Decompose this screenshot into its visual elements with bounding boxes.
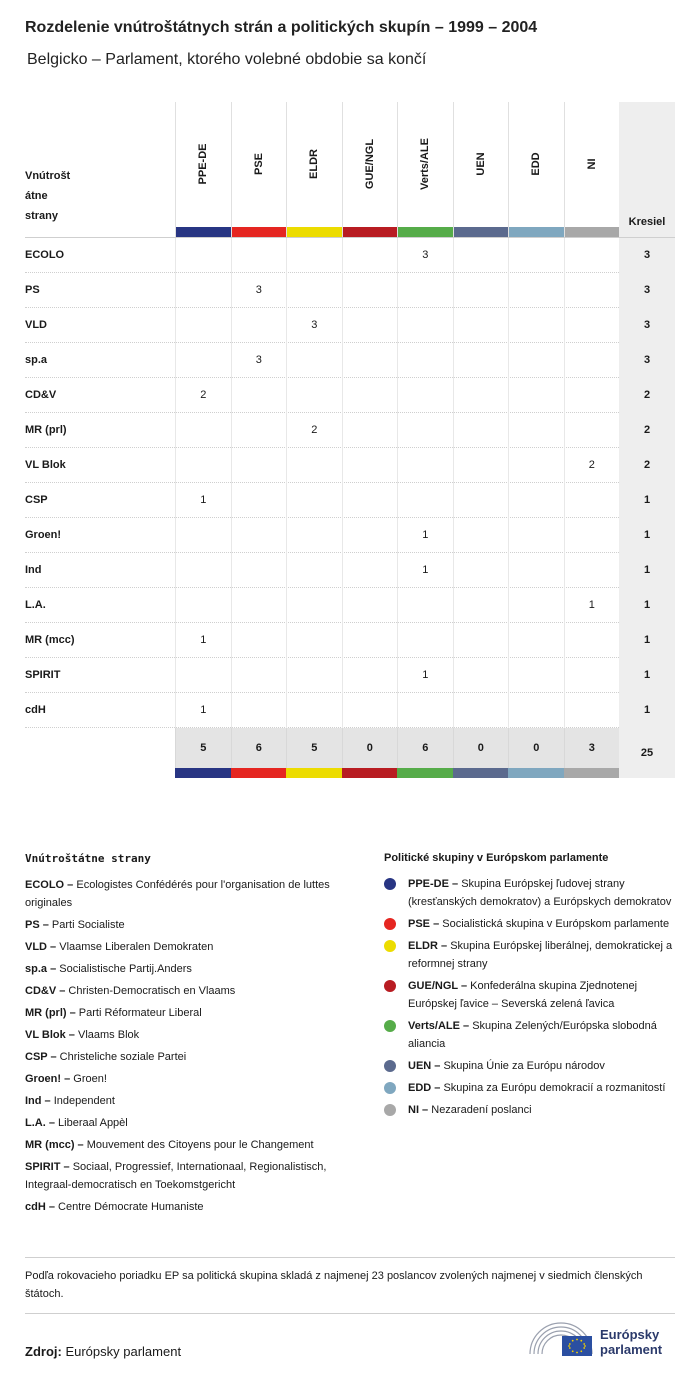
seat-cell bbox=[397, 273, 453, 308]
group-full-name: Skupina Európskej liberálnej, demokratickej a reformnej strany bbox=[408, 940, 673, 970]
row-header-line: Vnútrošt bbox=[25, 170, 71, 182]
group-abbr: Verts/ALE – bbox=[408, 1020, 470, 1032]
seat-cell bbox=[286, 378, 342, 413]
seat-cell: 1 bbox=[175, 483, 231, 518]
seat-cell: 2 bbox=[175, 378, 231, 413]
table-body bbox=[25, 237, 675, 728]
party-legend-item bbox=[25, 938, 360, 956]
party-legend-item bbox=[25, 1158, 360, 1194]
table-row bbox=[25, 693, 675, 728]
seat-cell bbox=[453, 308, 509, 343]
seat-cell bbox=[453, 378, 509, 413]
seat-cell bbox=[342, 448, 398, 483]
total-column-header bbox=[619, 102, 675, 237]
party-legend-item bbox=[25, 876, 360, 912]
seat-cell: 3 bbox=[397, 238, 453, 273]
grand-total: 25 bbox=[619, 728, 675, 778]
row-total: 3 bbox=[619, 343, 675, 378]
table-row bbox=[25, 238, 675, 273]
table-header bbox=[25, 102, 675, 237]
seat-cell bbox=[564, 273, 620, 308]
party-full-name: Centre Démocrate Humaniste bbox=[58, 1201, 204, 1213]
party-full-name: Sociaal, Progressief, Internationaal, Regionalistisch, Integraal-democratisch en Toekomstgericht bbox=[25, 1161, 327, 1191]
seat-cell bbox=[397, 483, 453, 518]
seat-cell bbox=[231, 693, 287, 728]
seat-cell: 3 bbox=[286, 308, 342, 343]
seat-cell bbox=[564, 343, 620, 378]
row-total: 2 bbox=[619, 448, 675, 483]
group-legend-item bbox=[384, 937, 675, 973]
row-total: 2 bbox=[619, 378, 675, 413]
seat-cell bbox=[286, 693, 342, 728]
seat-cell bbox=[286, 588, 342, 623]
seat-cell bbox=[508, 413, 564, 448]
group-color-bar bbox=[509, 227, 564, 237]
party-name: sp.a bbox=[25, 354, 48, 366]
party-legend-item bbox=[25, 1198, 360, 1216]
group-color-dot bbox=[384, 1104, 396, 1116]
seat-cell bbox=[342, 518, 398, 553]
group-column-header bbox=[286, 102, 342, 237]
table-row bbox=[25, 413, 675, 448]
ep-logo bbox=[528, 1320, 675, 1358]
seat-cell bbox=[342, 378, 398, 413]
party-legend-item bbox=[25, 1070, 360, 1088]
seat-cell bbox=[397, 343, 453, 378]
party-name: Ind bbox=[25, 564, 42, 576]
party-name: PS bbox=[25, 284, 40, 296]
party-name: L.A. bbox=[25, 599, 46, 611]
party-name: VL Blok bbox=[25, 459, 66, 471]
seat-cell bbox=[508, 308, 564, 343]
seat-cell bbox=[453, 238, 509, 273]
seat-cell bbox=[342, 343, 398, 378]
group-color-dot bbox=[384, 980, 396, 992]
group-full-name: Skupina Únie za Európu národov bbox=[443, 1060, 605, 1072]
seat-cell: 1 bbox=[175, 693, 231, 728]
group-legend-item bbox=[384, 1101, 675, 1119]
seat-cell bbox=[286, 448, 342, 483]
group-legend-item bbox=[384, 1057, 675, 1075]
seat-cell bbox=[508, 693, 564, 728]
party-name: cdH bbox=[25, 704, 46, 716]
seat-cell: 2 bbox=[286, 413, 342, 448]
logo-line-2: parlament bbox=[600, 1342, 663, 1357]
party-full-name: Christen-Democratisch en Vlaams bbox=[68, 985, 236, 997]
seat-cell bbox=[342, 273, 398, 308]
seat-cell bbox=[508, 588, 564, 623]
group-color-dot bbox=[384, 918, 396, 930]
group-color-bar bbox=[231, 768, 287, 778]
party-legend-item bbox=[25, 916, 360, 934]
seat-cell bbox=[342, 483, 398, 518]
table-row bbox=[25, 343, 675, 378]
seat-cell: 1 bbox=[564, 588, 620, 623]
group-color-bar bbox=[398, 227, 453, 237]
seat-cell bbox=[508, 483, 564, 518]
party-name: VLD bbox=[25, 319, 47, 331]
seat-cell bbox=[286, 658, 342, 693]
seat-cell bbox=[286, 483, 342, 518]
seat-cell bbox=[231, 238, 287, 273]
seat-cell bbox=[175, 518, 231, 553]
party-abbr: VLD – bbox=[25, 941, 57, 953]
row-total: 3 bbox=[619, 273, 675, 308]
seat-distribution-table bbox=[25, 102, 675, 778]
page-title: Rozdelenie vnútroštátnych strán a politických skupín – 1999 – 2004 bbox=[25, 19, 538, 36]
seat-cell bbox=[342, 588, 398, 623]
seat-cell bbox=[397, 588, 453, 623]
seat-cell bbox=[286, 343, 342, 378]
group-column-header bbox=[175, 102, 231, 237]
seat-cell bbox=[397, 623, 453, 658]
seat-cell bbox=[175, 308, 231, 343]
seat-cell bbox=[342, 238, 398, 273]
group-total: 5 bbox=[286, 728, 342, 768]
party-legend-item bbox=[25, 1026, 360, 1044]
party-abbr: Groen! – bbox=[25, 1073, 71, 1085]
group-label: PSE bbox=[252, 152, 265, 176]
party-legend-title: Vnútroštátne strany bbox=[25, 852, 151, 865]
group-total: 0 bbox=[508, 728, 564, 768]
row-total: 1 bbox=[619, 483, 675, 518]
seat-cell bbox=[286, 238, 342, 273]
party-full-name: Independent bbox=[53, 1095, 115, 1107]
footnote: Podľa rokovacieho poriadku EP sa politická skupina skladá z najmenej 23 poslancov zvolených najmenej v siedmich členských štátoch. bbox=[25, 1257, 675, 1314]
seat-cell bbox=[564, 623, 620, 658]
party-abbr: PS – bbox=[25, 919, 49, 931]
seat-cell bbox=[453, 343, 509, 378]
seat-cell bbox=[508, 378, 564, 413]
seat-cell bbox=[175, 413, 231, 448]
seat-cell bbox=[231, 378, 287, 413]
row-header-line: strany bbox=[25, 210, 59, 222]
party-abbr: cdH – bbox=[25, 1201, 55, 1213]
seat-cell: 3 bbox=[231, 273, 287, 308]
seat-cell bbox=[286, 553, 342, 588]
group-label: PPE-DE bbox=[197, 143, 210, 185]
seat-cell bbox=[342, 623, 398, 658]
party-full-name: Vlaamse Liberalen Demokraten bbox=[59, 941, 214, 953]
seat-cell bbox=[508, 518, 564, 553]
party-abbr: VL Blok – bbox=[25, 1029, 75, 1041]
party-full-name: Ecologistes Confédérés pour l'organisation de luttes originales bbox=[25, 879, 330, 909]
totals-row bbox=[25, 728, 675, 778]
party-name: Groen! bbox=[25, 529, 62, 541]
party-legend-item bbox=[25, 1092, 360, 1110]
seat-cell bbox=[342, 308, 398, 343]
group-legend-title: Politické skupiny v Európskom parlamente bbox=[384, 852, 609, 864]
seat-cell bbox=[564, 518, 620, 553]
logo-line-1: Európsky bbox=[600, 1327, 660, 1342]
seat-cell bbox=[231, 308, 287, 343]
total-header-label: Kresiel bbox=[628, 216, 666, 228]
table-row bbox=[25, 588, 675, 623]
source-value: Európsky parlament bbox=[65, 1344, 182, 1359]
seat-cell bbox=[564, 658, 620, 693]
seat-cell bbox=[453, 483, 509, 518]
seat-cell bbox=[453, 588, 509, 623]
seat-cell bbox=[508, 273, 564, 308]
group-abbr: PSE – bbox=[408, 918, 440, 930]
party-legend-item bbox=[25, 960, 360, 978]
seat-cell bbox=[231, 448, 287, 483]
group-abbr: UEN – bbox=[408, 1060, 441, 1072]
party-name: SPIRIT bbox=[25, 669, 61, 681]
group-full-name: Skupina za Európu demokracií a rozmanitostí bbox=[443, 1082, 666, 1094]
party-abbr: SPIRIT – bbox=[25, 1161, 70, 1173]
seat-cell bbox=[286, 273, 342, 308]
table-row bbox=[25, 308, 675, 343]
party-legend-item bbox=[25, 1114, 360, 1132]
group-color-bar bbox=[286, 768, 342, 778]
seat-cell bbox=[508, 238, 564, 273]
seat-cell: 1 bbox=[397, 518, 453, 553]
party-abbr: ECOLO – bbox=[25, 879, 74, 891]
group-color-bar bbox=[232, 227, 287, 237]
logo-text bbox=[600, 1327, 662, 1357]
seat-cell bbox=[397, 413, 453, 448]
seat-cell bbox=[175, 588, 231, 623]
seat-cell bbox=[453, 658, 509, 693]
party-abbr: MR (mcc) – bbox=[25, 1139, 84, 1151]
party-full-name: Mouvement des Citoyens pour le Changement bbox=[86, 1139, 314, 1151]
group-total: 3 bbox=[564, 728, 620, 768]
seat-cell bbox=[231, 588, 287, 623]
seat-cell bbox=[453, 413, 509, 448]
seat-cell bbox=[342, 413, 398, 448]
party-abbr: Ind – bbox=[25, 1095, 51, 1107]
table-row bbox=[25, 518, 675, 553]
party-full-name: Groen! bbox=[73, 1073, 107, 1085]
group-abbr: PPE-DE – bbox=[408, 878, 459, 890]
group-color-dot bbox=[384, 1060, 396, 1072]
party-full-name: Liberaal Appèl bbox=[58, 1117, 128, 1129]
source-label: Zdroj: bbox=[25, 1344, 62, 1359]
group-abbr: GUE/NGL – bbox=[408, 980, 468, 992]
table-row bbox=[25, 483, 675, 518]
seat-cell: 2 bbox=[564, 448, 620, 483]
row-total: 1 bbox=[619, 623, 675, 658]
seat-cell bbox=[564, 238, 620, 273]
seat-cell bbox=[564, 378, 620, 413]
row-total: 3 bbox=[619, 308, 675, 343]
seat-cell bbox=[397, 308, 453, 343]
table-row bbox=[25, 273, 675, 308]
group-abbr: ELDR – bbox=[408, 940, 448, 952]
seat-cell bbox=[508, 448, 564, 483]
party-abbr: sp.a – bbox=[25, 963, 57, 975]
party-abbr: CSP – bbox=[25, 1051, 57, 1063]
group-full-name: Nezaradení poslanci bbox=[431, 1104, 532, 1116]
seat-cell bbox=[508, 658, 564, 693]
seat-cell bbox=[397, 693, 453, 728]
table-row bbox=[25, 623, 675, 658]
party-legend-item bbox=[25, 1048, 360, 1066]
group-legend-item bbox=[384, 1079, 675, 1097]
seat-cell bbox=[453, 623, 509, 658]
table-row bbox=[25, 658, 675, 693]
seat-cell bbox=[286, 518, 342, 553]
seat-cell bbox=[342, 553, 398, 588]
seat-cell bbox=[231, 553, 287, 588]
party-legend-item bbox=[25, 1136, 360, 1154]
group-total: 5 bbox=[175, 728, 231, 768]
seat-cell bbox=[508, 623, 564, 658]
group-column-header bbox=[342, 102, 398, 237]
group-abbr: EDD – bbox=[408, 1082, 441, 1094]
seat-cell bbox=[342, 693, 398, 728]
row-header-line: átne bbox=[25, 190, 48, 202]
party-full-name: Parti Socialiste bbox=[51, 919, 125, 931]
group-color-bar bbox=[508, 768, 564, 778]
source-line bbox=[25, 1344, 181, 1359]
group-color-bar bbox=[565, 227, 620, 237]
group-column-header bbox=[231, 102, 287, 237]
seat-cell bbox=[175, 238, 231, 273]
group-label: EDD bbox=[530, 152, 543, 176]
group-legend-item bbox=[384, 1017, 675, 1053]
seat-cell bbox=[453, 553, 509, 588]
row-total: 2 bbox=[619, 413, 675, 448]
group-full-name: Socialistická skupina v Európskom parlamente bbox=[442, 918, 670, 930]
group-label: ELDR bbox=[308, 149, 321, 179]
party-name: ECOLO bbox=[25, 249, 65, 261]
group-column-header bbox=[564, 102, 620, 237]
group-legend-item bbox=[384, 977, 675, 1013]
seat-cell bbox=[231, 413, 287, 448]
seat-cell bbox=[453, 448, 509, 483]
seat-cell bbox=[564, 413, 620, 448]
table-row bbox=[25, 448, 675, 483]
group-total: 0 bbox=[453, 728, 509, 768]
group-total: 0 bbox=[342, 728, 398, 768]
group-label: UEN bbox=[474, 152, 487, 176]
group-legend bbox=[384, 852, 675, 1123]
party-name: MR (mcc) bbox=[25, 634, 75, 646]
table-row bbox=[25, 553, 675, 588]
group-color-bar bbox=[454, 227, 509, 237]
group-abbr: NI – bbox=[408, 1104, 429, 1116]
seat-cell bbox=[175, 273, 231, 308]
seat-cell bbox=[508, 553, 564, 588]
row-total: 3 bbox=[619, 238, 675, 273]
party-full-name: Vlaams Blok bbox=[78, 1029, 140, 1041]
party-legend-item bbox=[25, 982, 360, 1000]
group-color-dot bbox=[384, 940, 396, 952]
party-full-name: Socialistische Partij.Anders bbox=[59, 963, 192, 975]
seat-cell bbox=[453, 693, 509, 728]
party-full-name: Parti Réformateur Liberal bbox=[78, 1007, 202, 1019]
page-subtitle: Belgicko – Parlament, ktorého volebné obdobie sa končí bbox=[27, 51, 427, 68]
group-full-name: Konfederálna skupina Zjednotenej Európskej ľavice – Severská zelená ľavica bbox=[408, 980, 638, 1010]
group-legend-item bbox=[384, 875, 675, 911]
group-full-name: Skupina Európskej ľudovej strany (kresťanských demokratov) a Európskych demokratov bbox=[408, 878, 672, 908]
seat-cell bbox=[564, 693, 620, 728]
seat-cell bbox=[231, 658, 287, 693]
group-color-bar bbox=[397, 768, 453, 778]
seat-cell bbox=[231, 483, 287, 518]
group-color-bar bbox=[342, 768, 398, 778]
group-column-header bbox=[397, 102, 453, 237]
seat-cell bbox=[453, 518, 509, 553]
seat-cell bbox=[175, 553, 231, 588]
group-column-header bbox=[508, 102, 564, 237]
seat-cell bbox=[342, 658, 398, 693]
row-total: 1 bbox=[619, 658, 675, 693]
seat-cell bbox=[564, 553, 620, 588]
row-header-label bbox=[25, 166, 175, 226]
table-row bbox=[25, 378, 675, 413]
seat-cell bbox=[175, 343, 231, 378]
party-abbr: L.A. – bbox=[25, 1117, 55, 1129]
group-color-dot bbox=[384, 878, 396, 890]
group-total: 6 bbox=[231, 728, 287, 768]
party-name: MR (prl) bbox=[25, 424, 67, 436]
group-label: GUE/NGL bbox=[363, 138, 376, 190]
group-full-name: Skupina Zelených/Európska slobodná aliancia bbox=[408, 1020, 657, 1050]
group-label: Verts/ALE bbox=[419, 138, 432, 190]
group-color-dot bbox=[384, 1082, 396, 1094]
row-total: 1 bbox=[619, 553, 675, 588]
party-legend-item bbox=[25, 1004, 360, 1022]
seat-cell bbox=[175, 658, 231, 693]
party-abbr: MR (prl) – bbox=[25, 1007, 76, 1019]
group-color-bar bbox=[453, 768, 509, 778]
seat-cell bbox=[286, 623, 342, 658]
group-color-dot bbox=[384, 1020, 396, 1032]
group-total: 6 bbox=[397, 728, 453, 768]
seat-cell: 1 bbox=[397, 553, 453, 588]
seat-cell bbox=[564, 483, 620, 518]
party-full-name: Christeliche soziale Partei bbox=[59, 1051, 187, 1063]
seat-cell: 1 bbox=[175, 623, 231, 658]
seat-cell bbox=[397, 448, 453, 483]
group-column-header bbox=[453, 102, 509, 237]
party-abbr: CD&V – bbox=[25, 985, 66, 997]
party-legend bbox=[25, 852, 360, 1220]
seat-cell: 1 bbox=[397, 658, 453, 693]
party-name: CD&V bbox=[25, 389, 57, 401]
seat-cell bbox=[231, 623, 287, 658]
group-color-bar bbox=[287, 227, 342, 237]
seat-cell bbox=[508, 343, 564, 378]
group-label: NI bbox=[585, 158, 598, 170]
ep-hemicycle-logo-icon bbox=[528, 1320, 594, 1358]
seat-cell bbox=[564, 308, 620, 343]
seat-cell bbox=[453, 273, 509, 308]
row-total: 1 bbox=[619, 518, 675, 553]
seat-cell bbox=[397, 378, 453, 413]
row-total: 1 bbox=[619, 588, 675, 623]
party-name: CSP bbox=[25, 494, 48, 506]
row-total: 1 bbox=[619, 693, 675, 728]
group-color-bar bbox=[343, 227, 398, 237]
seat-cell bbox=[175, 448, 231, 483]
seat-cell bbox=[231, 518, 287, 553]
group-color-bar bbox=[564, 768, 620, 778]
seat-cell: 3 bbox=[231, 343, 287, 378]
group-legend-item bbox=[384, 915, 675, 933]
group-color-bar bbox=[175, 768, 231, 778]
group-color-bar bbox=[176, 227, 231, 237]
